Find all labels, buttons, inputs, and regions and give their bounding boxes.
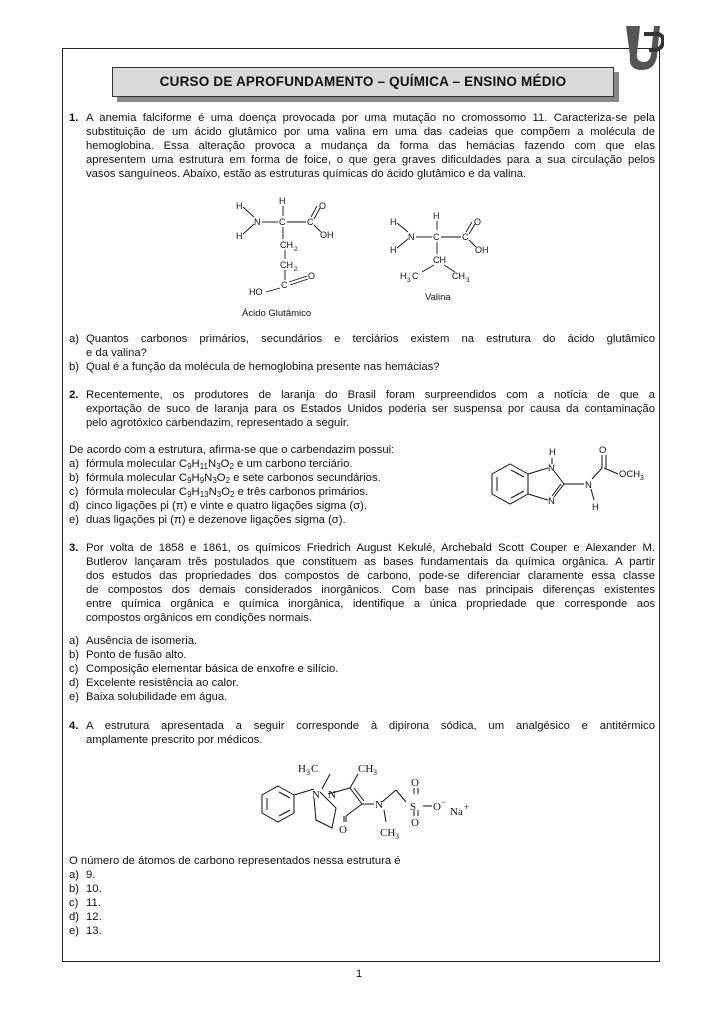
q4-option-e: e) 13. [69,925,102,937]
svg-text:C: C [307,217,314,227]
svg-text:Na: Na [450,806,463,818]
svg-text:3: 3 [306,768,310,777]
svg-text:O: O [308,271,316,281]
svg-text:OH: OH [320,230,334,240]
svg-text:O: O [319,201,327,211]
svg-text:N: N [254,217,261,227]
svg-text:OCH: OCH [619,469,641,480]
valine-caption: Valina [425,292,451,303]
svg-text:N: N [328,789,336,801]
q2-option-b: b) fórmula molecular $C_9H_9N_3O_2$ e sete carbonos secundários. [69,472,381,485]
svg-text:CH: CH [280,260,293,270]
glutamic-acid-caption: Ácido Glutâmico [242,308,312,319]
q1-line: A anemia falciforme é uma doença provocada por uma mutação no cromossomo 11. Caracteriza-se pela [86,112,655,124]
svg-text:C: C [412,271,419,281]
q1-line: substituição de um ácido glutâmico por uma valina em uma das cadeias que compõem a molécula de [86,126,655,138]
svg-text:O: O [411,817,419,829]
svg-text:3: 3 [466,277,470,284]
q3-option-c: c) Composição elementar básica de enxofre e silício. [69,663,339,675]
q2-option-c: c) fórmula molecular $C_9H_{13}N_3O_2$ e três carbonos primários. [69,486,369,499]
q3-option-d: d) Excelente resistência ao calor. [69,677,239,689]
svg-text:N: N [548,463,555,474]
svg-text:H: H [236,231,243,241]
carbendazim-structure [488,444,658,516]
q3-option-e: e) Baixa solubilidade em água. [69,691,228,703]
svg-text:CH: CH [280,240,293,250]
valine-structure [382,206,502,294]
q2-option-e: e) duas ligações pi (π) e dezenove ligações sigma (σ). [69,514,346,526]
svg-text:H: H [279,196,286,206]
page-number: 1 [356,968,363,980]
q3-line: entre química orgânica e química inorgânica, identifique a única propriedade que corresponde aos [86,598,655,610]
svg-text:C: C [433,232,440,242]
q2-option-a: a) fórmula molecular $C_9H_{11}N_3O_2$ e um carbono terciário. [69,458,353,471]
svg-text:N: N [408,232,415,242]
q4-option-d: d) 12. [69,911,102,923]
svg-text:O: O [599,445,607,456]
q4-number: 4. [69,720,79,732]
up-logo [620,20,664,72]
q3-line: dos estudos das propriedades dos compostos de carbono, pode-se diferenciar claramente essa classe [86,570,655,582]
svg-text:2: 2 [294,246,298,253]
q3-line: Butlerov lançaram três postulados que constituem as bases fundamentais da química orgânica. A partir [86,556,655,568]
svg-text:3: 3 [395,832,399,841]
q1-option-a: Quantos carbonos primários, secundários e terciários existem na estrutura do ácido glutâmico [86,333,655,345]
svg-text:H: H [549,447,556,458]
q3-option-a: a) Ausência de isomeria. [69,635,198,647]
q4-option-b: b) 10. [69,883,102,895]
q1-option-b: Qual é a função da molécula de hemoglobina presente nas hemácias? [86,361,440,373]
svg-text:H: H [433,211,440,221]
q3-option-b: b) Ponto de fusão alto. [69,649,187,661]
svg-text:O: O [339,824,347,836]
q1-line: hemoglobina. Essa alteração provoca a mudança da forma das hemácias fazendo com que elas [86,140,655,152]
q4-option-a: a) 9. [69,869,96,881]
q3-line: de compostos dos demais considerados inorgânicos. Com base nas principais diferenças existentes [86,584,655,596]
svg-text:CH: CH [452,271,465,281]
q2-option-d: d) cinco ligações pi (π) e vinte e quatro ligações sigma (σ). [69,500,367,512]
svg-text:N: N [375,799,383,811]
svg-text:C: C [462,232,469,242]
q2-line: Recentemente, os produtores de laranja do Brasil foram surpreendidos com a notícia de que a [86,389,655,401]
svg-text:CH: CH [358,763,374,775]
svg-text:+: + [464,802,470,812]
svg-text:C: C [281,280,288,290]
q4-stem: O número de átomos de carbono representados nessa estrutura é [69,855,401,867]
q4-line: A estrutura apresentada a seguir corresponde à dipirona sódica, um analgésico e antitérmico [86,720,655,732]
svg-text:H: H [592,502,599,513]
svg-text:H: H [236,201,243,211]
q2-number: 2. [69,389,79,401]
glutamic-acid-structure [228,192,348,310]
svg-text:−: − [441,797,447,807]
q4-line: amplamente prescrito por médicos. [86,734,263,746]
svg-text:2: 2 [294,266,298,273]
q3-line: Por volta de 1858 e 1861, os químicos Friedrich August Kekulé, Archebald Scott Couper e Alexander M. [86,542,655,554]
svg-text:H: H [400,271,407,281]
svg-text:H: H [298,763,306,775]
q3-number: 3. [69,542,79,554]
svg-text:3: 3 [373,768,377,777]
svg-text:C: C [279,217,286,227]
q1-number: 1. [69,112,79,124]
svg-text:CH: CH [380,827,396,839]
q1-line: vasos sanguíneos. Abaixo, estão as estruturas químicas do ácido glutâmico e da valina. [86,168,527,180]
q1-option-letter: a) [69,333,80,345]
svg-text:O: O [433,801,441,813]
q2-line: pelo agrotóxico carbendazim, representado a seguir. [86,417,350,429]
svg-text:C: C [311,763,319,775]
svg-text:3: 3 [640,475,644,482]
q1-line: apresentem uma estrutura em forma de foice, o que gera graves dificuldades para a sua circulação pelos [86,154,655,166]
svg-text:CH: CH [433,255,446,265]
svg-text:S: S [410,801,417,813]
svg-text:N: N [585,480,592,491]
svg-text:N: N [548,496,555,507]
svg-text:OH: OH [475,245,489,255]
q4-option-c: c) 11. [69,897,101,909]
svg-text:3: 3 [407,277,411,284]
svg-text:HO: HO [249,287,263,297]
q2-line: exportação de suco de laranja para os Estados Unidos poderia ser suspensa por causa da contaminação [86,403,655,415]
q2-stem: De acordo com a estrutura, afirma-se que o carbendazim possui: [69,444,395,456]
svg-text:H: H [390,217,397,227]
svg-text:N: N [312,789,320,801]
svg-text:O: O [474,217,482,227]
q3-line: compostos orgânicos em condições normais. [86,612,313,624]
svg-text:O: O [411,777,419,789]
dipyrone-structure [258,758,488,846]
page-title: CURSO DE APROFUNDAMENTO – QUÍMICA – ENSINO MÉDIO [112,67,614,97]
q1-option-letter: b) [69,361,80,373]
q1-option-a-cont: e da valina? [86,347,147,359]
svg-text:H: H [390,245,397,255]
